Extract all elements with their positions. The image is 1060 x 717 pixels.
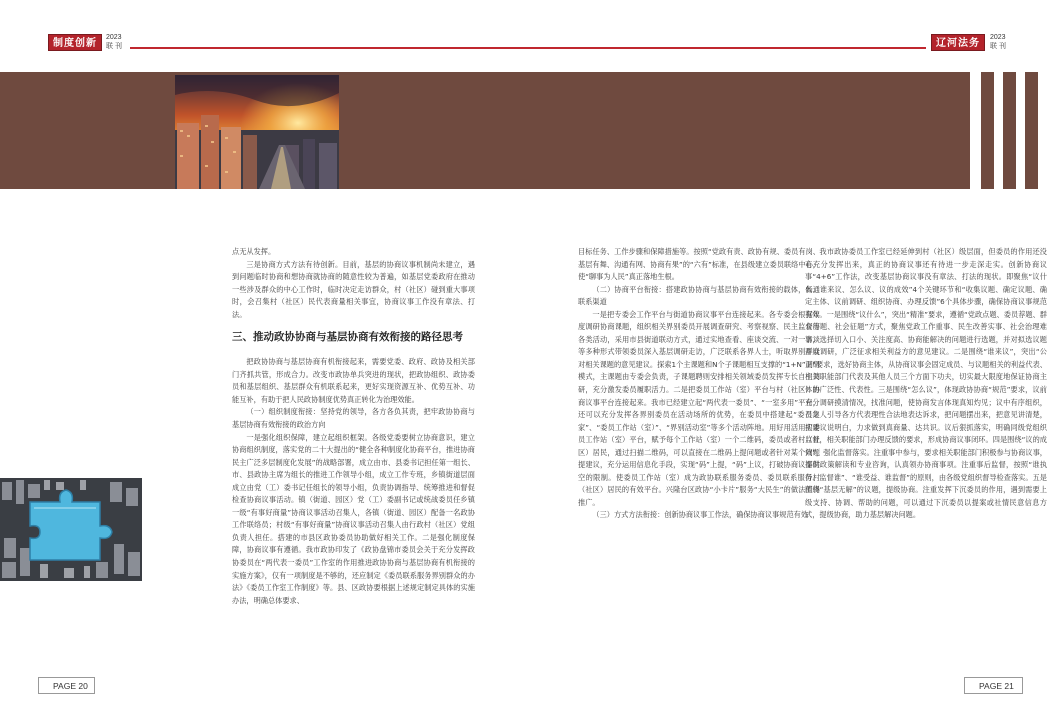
left-header-year [106,33,122,51]
right-b-para-1: 我市政协委员工作室已经延伸到村（社区）级层面，但委员的作用还没有充分发挥出来，真正的协商议事还有待进一步走深走实。创新协商议事“4+6”工作法，改变基层协商议事没有章法、打法的现状。即聚焦“议什么、谁来议、怎么议、议的成效”4个关键环节和“收集议题、确定议题、确定主体、议前调研、组织协商、办理反馈”6个具体步骤，确保协商议事规范有效。一是围绕“议什么”，突出“精准”要求，遵循“党政点题、委员荐题、群众出题、社会征题”方式，聚焦党政工作重事、民生改善实事、社会治理难事，选择切入口小、关注度高、协商能解决的问题进行选题，并对拟选议题开展调研，广泛征求相关利益方的意见建议。二是围绕“谁来议”，突出“公正”要求，选好协商主体，从协商议事会固定成员、与议题相关的利益代表、相关职能部门代表及其他人员三个方面下功夫，切实最大限度地保证协商主体的广泛性、代表性。三是围绕“怎么议”，体现政协协商“规范”要求，议前充分调研摸清情况，找准问题，使协商发言体现真知灼见；议中有序组织，召集人引导各方代表理性合法地表达诉求，把问题摆出来，把意见讲清楚，把建议说明白，力求做到真商量、达共识。议后狠抓落实，明确同级党组织监督，相关职能部门办理反馈的要求，形成协商议事闭环。四是围绕“议的成效”，强化监督落实。注重事中参与，要求相关职能部门积极参与协商议事，提供政策解读和专业咨询，认真领办协商事项。注重事后监督，按照“谁执行、监督谁”、“谁受益、谁监督”的原则，由各级党组织督导检查落实。五是围绕“基层无解”的议题，提级协商。注重发挥下沉委员的作用，遇到需要上级支持、协调、帮助的问题，可以通过下沉委员以提案或社情民意信息方式，提级协商，助力基层解决问题。 [805,247,1047,520]
left-header-badge: 制度创新 [48,34,102,51]
right-a-para-2: 一是把专委会工作平台与街道协商议事平台连接起来。各专委会根据年度调研协商课题，组织相关界别委员开展调查研究、考察视察、民主监督等各类活动，采用市县街道联动方式，通过实地查看、座谈交流、一对一访谈等多种形式带领委员深入基层调研走访，广泛联系各界人士，听取界别群众对相关课题的意见建议。探索1个主课题和N个子课题相互支撑的“1+N”调研模式，主课题由专委会负责，子课题聘则安排相关领域委员发挥专长自主调研，充分激发委员履职活力。二是把委员工作站（室）平台与村（社区）协商议事平台连接起来。我市已经建立起“两代表一委员”、“一室多用”平台，还可以充分发挥各界别委员在活动场所的优势，在委员中搭建起“委员之家”、“委员工作站（室）”、“界别活动室”等多个活动阵地。用好用活用实委员工作站（室）平台，赋予每个工作站（室）一个二维码，委员或者村（社区）居民，通过扫描二维码，可以直接在二维码上提问题或者针对某个问题提建议，充分运用信息化手段，实现“码”上提，“码”上议，打破协商议事时空的限制。使委员工作站（室）成为政协联系服务委员、委员联系服务村（社区）居民的有效平台。兴隆台区政协“小卡片”服务“大民生”的做法值得推广。 [578,309,820,507]
right-text-column-b [805,246,1047,522]
right-issue-label: 联 刊 [990,43,1006,50]
left-para-4: 一是强化组织保障，建立起组织框架。各级党委要树立协商意识，建立协商组织制度，落实党的二十大提出的“健全各种制度化协商平台，推进协商民主广泛多层制度化发展”的战略部署，成立由市、县委书记担任第一组长、市、县政协主席为组长的推进工作领导小组，成立工作专班，乡镇街道层面成立由党（工）委书记任组长的领导小组，负责协调指导、统筹推进和督促检查协商议事活动。镇（街道、园区）党（工）委副书记或统战委员任乡镇一级“有事好商量”协商议事活动召集人，各镇（街道、园区）配备一名政协工作联络员；村级“有事好商量”协商议事活动召集人由行政村（社区）党组负责人担任。搭建的市县区政协委员协助做好相关工作。二是强化制度保障，协商议事有遵循。我市政协印发了《政协盘锦市委员会关于充分发挥政协委员在“两代表一委员”工作室的作用推进政协协商与基层协商有机衔接的实施方案》，仅有一项制度是不够的，还应制定《委员联系服务界别群众的办法》《委员工作室工作制度》等。县、区政协要根据上述规定制定具体的实施办法，明确总体要求、 [232,432,475,605]
right-banner [530,72,970,189]
left-subheading-1: （一）组织制度衔接：坚持党的领导，各方各负其责，把牢政协协商与基层协商有效衔接的政治方向 [232,407,475,430]
right-page-number: PAGE 21 [964,677,1023,694]
left-header-rule [130,47,530,49]
city-photo-svg [175,75,339,189]
left-para-2: 三是协商方式方法有待创新。目前，基层的协商议事机制尚未建立，遇到问题临时协商和想协商就协商的随意性较为普遍，如基层党委政府在推动一些涉及群众的中心工作时，临时决定走访群众，村（社区）碰到重大事项时，会召集村（社区）民代表商量相关事宜，协商议事工作没有章法、打法。 [232,259,475,319]
right-page [530,0,1060,717]
right-a-subheading-2: （二）协商平台衔接：搭建政协协商与基层协商有效衔接的载体，畅通联系渠道 [578,284,820,307]
left-text-column [232,246,475,607]
left-issue-label: 联 刊 [106,43,122,50]
right-header-rule [530,47,926,49]
banner-stripe-3 [1025,72,1038,189]
banner-stripe-1 [981,72,994,189]
left-para-3: 把政协协商与基层协商有机衔接起来，需要党委、政府、政协及相关部门齐抓共管，形成合力。改变市政协单兵突进的现状，把政协组织、政协委员和基层组织、基层群众有机联系起来，更好实现资源互补、优势互补、功能互补，有助于把人民政协制度优势真正转化为治理效能。 [232,357,475,404]
left-para-1: 点无从发挥。 [232,247,276,256]
puzzle-photo [0,478,142,581]
city-photo [175,75,339,189]
right-year-text: 2023 [990,34,1006,41]
right-a-subheading-3: （三）方式方法衔接：创新协商议事工作法，确保协商议事规范有效 [592,510,809,520]
left-year-text: 2023 [106,34,122,41]
right-header-year [990,33,1006,51]
left-page-number: PAGE 20 [38,677,95,694]
banner-stripe-2 [1003,72,1016,189]
section-heading: 三、推动政协协商与基层协商有效衔接的路径思考 [232,331,463,344]
right-text-column-a [578,246,820,522]
puzzle-photo-svg [0,478,142,581]
right-header-badge: 辽河法务 [931,34,985,51]
right-a-para-1: 目标任务、工作步骤和保障措施等。按照“党政有责、政协有规、委员有岗、基层有舞、沟通有网、协商有果”的“六有”标准，在县级建立委员联络中心，使“聊事为人民”真正落地生根。 [578,247,820,282]
